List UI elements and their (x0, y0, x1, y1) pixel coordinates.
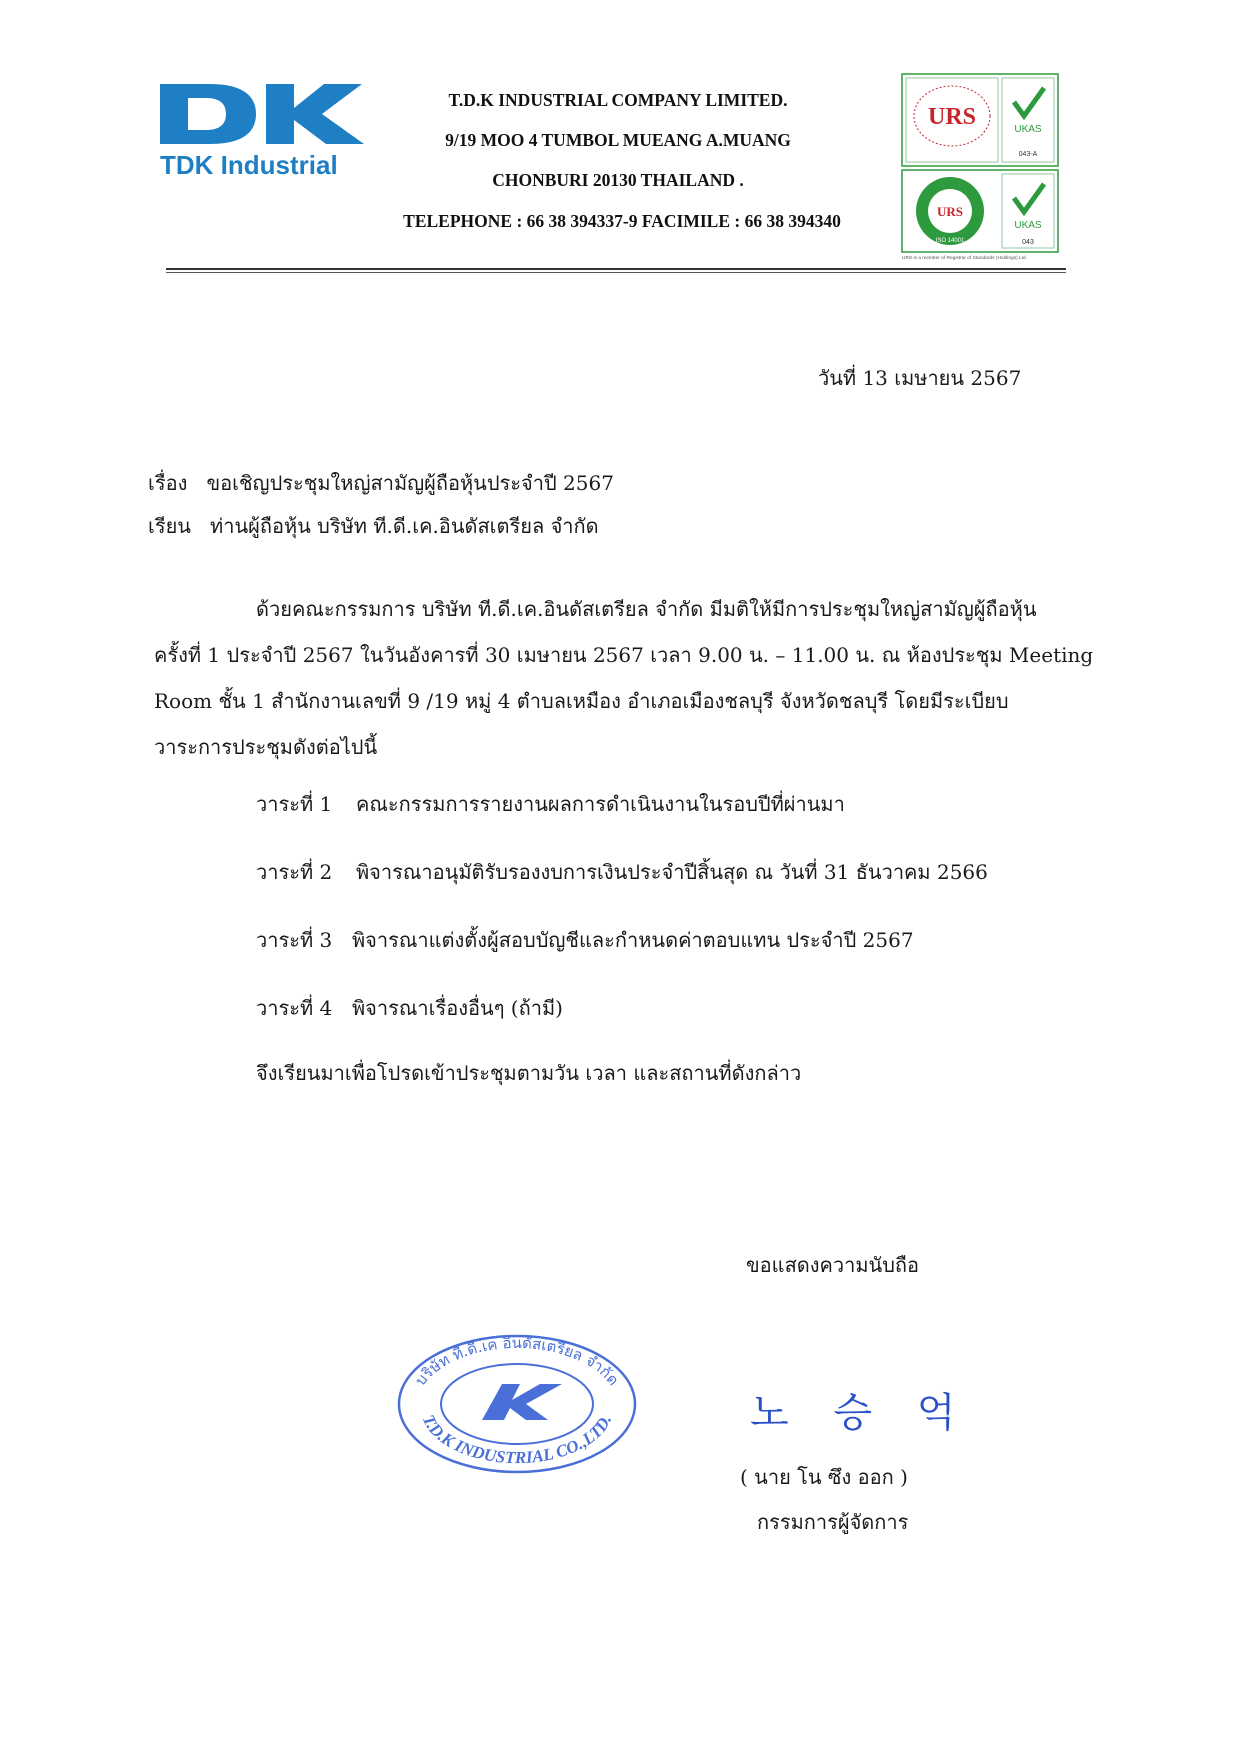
header-divider (166, 268, 1066, 270)
header-divider-thin (166, 272, 1066, 273)
address-line-1: 9/19 MOO 4 TUMBOL MUEANG A.MUANG (445, 130, 791, 150)
agenda-text: พิจารณาอนุมัติรับรองงบการเงินประจำปีสิ้นสุด ณ วันที่ 31 ธันวาคม 2566 (356, 860, 988, 884)
svg-text:บริษัท ที.ดี.เค อินดัสเตรียล จ (411, 1334, 622, 1389)
cert-bottom-label: URS (936, 204, 964, 219)
company-name: T.D.K INDUSTRIAL COMPANY LIMITED. (448, 90, 788, 110)
addressee-text: ท่านผู้ถือหุ้น บริษัท ที.ดี.เค.อินดัสเตรียล จำกัด (210, 514, 599, 538)
stamp-top-text: บริษัท ที.ดี.เค อินดัสเตรียล จำกัด (411, 1333, 623, 1390)
cert-ukas-label-2: UKAS (1014, 220, 1042, 231)
agenda-text: พิจารณาเรื่องอื่นๆ (ถ้ามี) (352, 996, 563, 1020)
body-line-4: วาระการประชุมดังต่อไปนี้ (154, 735, 378, 759)
closing-line: จึงเรียนมาเพื่อโปรดเข้าประชุมตามวัน เวลา และสถานที่ดังกล่าว (256, 1061, 802, 1085)
cert-top-label: URS (927, 104, 977, 130)
agenda-number: วาระที่ 3 (256, 928, 333, 952)
cert-footer: URS is a member of Registrar of Standards (Holdings) Ltd. (902, 256, 1028, 260)
signatory-title: กรรมการผู้จัดการ (757, 1510, 909, 1534)
cert-bottom-iso: ISO 14001 (935, 238, 965, 244)
company-stamp (394, 1330, 640, 1478)
contact-line: TELEPHONE : 66 38 394337-9 FACIMILE : 66 38 394340 (403, 211, 841, 231)
agenda-number: วาระที่ 2 (256, 860, 333, 884)
stamp-bottom-text: T.D.K INDUSTRIAL CO.,LTD. (418, 1411, 616, 1468)
subject-text: ขอเชิญประชุมใหญ่สามัญผู้ถือหุ้นประจำปี 2567 (206, 471, 614, 495)
agenda-text: พิจารณาแต่งตั้งผู้สอบบัญชีและกำหนดค่าตอบแทน ประจำปี 2567 (352, 928, 914, 952)
agenda-item (256, 992, 563, 1024)
regards-text: ขอแสดงความนับถือ (746, 1253, 920, 1277)
address-line-2: CHONBURI 20130 THAILAND . (492, 170, 744, 190)
body-line-1: ด้วยคณะกรรมการ บริษัท ที.ดี.เค.อินดัสเตรียล จำกัด มีมติให้มีการประชุมใหญ่สามัญผู้ถือหุ้น (256, 597, 1037, 621)
logo-text: TDK Industrial (160, 150, 338, 178)
agenda-text: คณะกรรมการรายงานผลการดำเนินงานในรอบปีที่ผ่านมา (356, 792, 845, 816)
date-line: วันที่ 13 เมษายน 2567 (818, 366, 1022, 390)
signatory-name: ( นาย โน ซึง ออก ) (740, 1465, 908, 1489)
cert-bottom-code: 043 (1022, 239, 1034, 246)
addressee-label: เรียน (148, 514, 191, 538)
certification-badges (900, 72, 1060, 260)
body-line-2: ครั้งที่ 1 ประจำปี 2567 ในวันอังคารที่ 30 เมษายน 2567 เวลา 9.00 น. – 11.00 น. ณ ห้องประชุม Meeting (154, 643, 1094, 667)
subject-line (148, 473, 614, 493)
agenda-number: วาระที่ 1 (256, 792, 333, 816)
body-line-3: Room ชั้น 1 สำนักงานเลขที่ 9 /19 หมู่ 4 ตำบลเหมือง อำเภอเมืองชลบุรี จังหวัดชลบุรี โดยมีระเบียบ (154, 689, 1009, 713)
agenda-item (256, 924, 914, 956)
agenda-item (256, 856, 988, 888)
subject-label: เรื่อง (148, 471, 188, 495)
body-paragraph (154, 586, 1094, 770)
signature-handwriting-text: 노 승 억 (750, 1390, 950, 1436)
addressee-line (148, 516, 599, 536)
agenda-number: วาระที่ 4 (256, 996, 333, 1020)
cert-ukas-label-1: UKAS (1014, 124, 1042, 135)
agenda-item (256, 788, 845, 820)
cert-top-code: 043-A (1018, 151, 1038, 158)
signature-handwriting (750, 1370, 950, 1460)
